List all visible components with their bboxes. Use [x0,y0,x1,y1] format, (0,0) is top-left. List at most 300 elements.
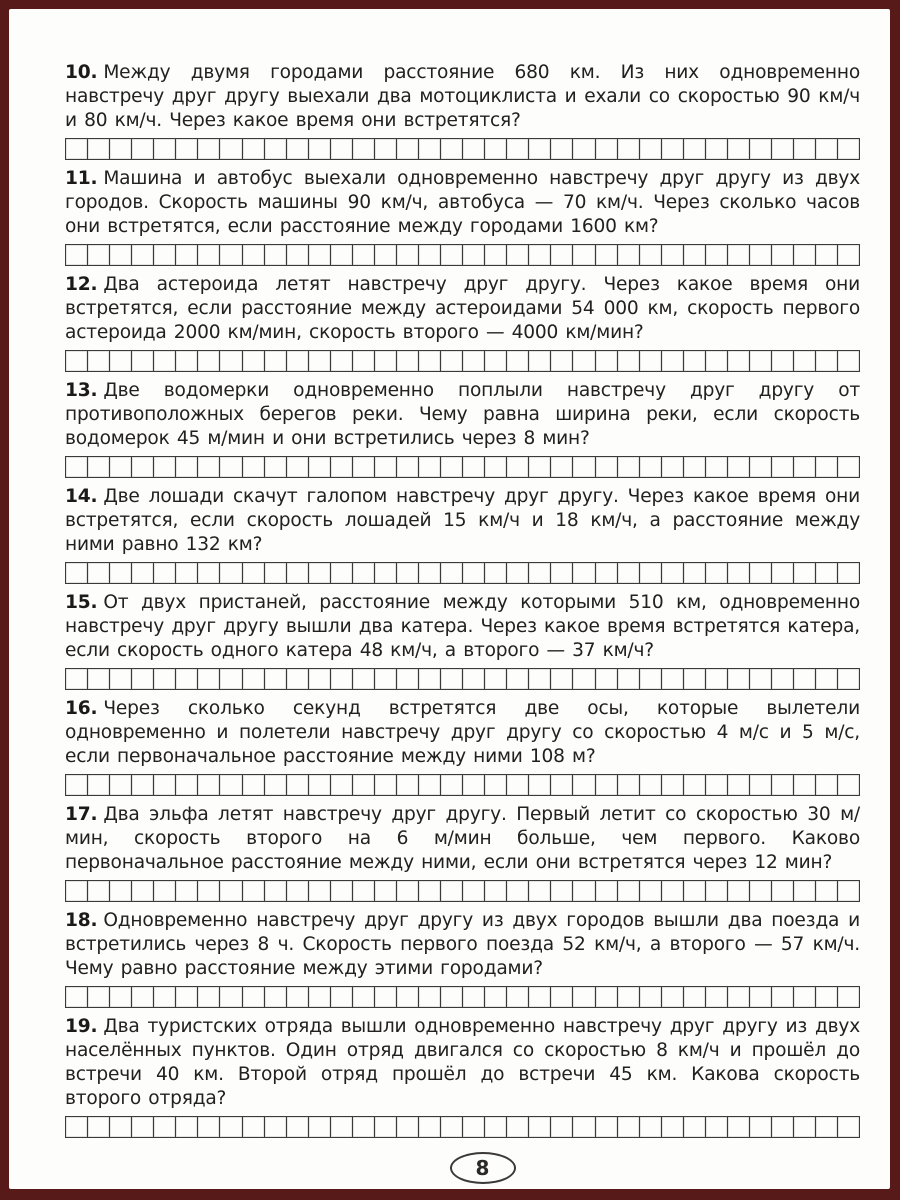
answer-cell[interactable] [529,457,551,477]
answer-cell[interactable] [176,881,198,901]
answer-cell[interactable] [88,1117,110,1137]
answer-cell[interactable] [485,881,507,901]
answer-cell[interactable] [662,775,684,795]
answer-cell[interactable] [110,457,132,477]
answer-cell[interactable] [397,1117,419,1137]
answer-cell[interactable] [573,457,595,477]
answer-cell[interactable] [684,987,706,1007]
answer-cell[interactable] [419,669,441,689]
answer-cell[interactable] [220,351,242,371]
answer-cell[interactable] [132,351,154,371]
answer-cell[interactable] [772,881,794,901]
answer-cell[interactable] [309,563,331,583]
answer-cell[interactable] [640,669,662,689]
answer-cell[interactable] [220,139,242,159]
answer-cell[interactable] [662,139,684,159]
answer-cell[interactable] [243,987,265,1007]
answer-cell[interactable] [154,139,176,159]
answer-cell[interactable] [551,351,573,371]
answer-cell[interactable] [419,351,441,371]
answer-cell[interactable] [243,775,265,795]
answer-cell[interactable] [353,1117,375,1137]
answer-cell[interactable] [838,457,859,477]
answer-cell[interactable] [816,457,838,477]
answer-cell[interactable] [463,987,485,1007]
answer-cell[interactable] [706,669,728,689]
answer-cell[interactable] [662,987,684,1007]
answer-cell[interactable] [265,775,287,795]
answer-cell[interactable] [507,351,529,371]
answer-cell[interactable] [596,139,618,159]
answer-cell[interactable] [529,987,551,1007]
answer-cell[interactable] [750,351,772,371]
answer-cell[interactable] [640,1117,662,1137]
answer-cell[interactable] [154,1117,176,1137]
answer-cell[interactable] [331,563,353,583]
answer-cell[interactable] [88,881,110,901]
answer-cell[interactable] [706,881,728,901]
answer-cell[interactable] [419,1117,441,1137]
answer-cell[interactable] [331,351,353,371]
answer-cell[interactable] [772,245,794,265]
answer-cell[interactable] [397,987,419,1007]
answer-cell[interactable] [551,139,573,159]
answer-cell[interactable] [706,245,728,265]
answer-cell[interactable] [706,457,728,477]
answer-cell[interactable] [596,669,618,689]
answer-cell[interactable] [772,563,794,583]
answer-grid[interactable] [65,986,860,1008]
answer-cell[interactable] [640,245,662,265]
answer-cell[interactable] [353,881,375,901]
answer-cell[interactable] [618,245,640,265]
answer-cell[interactable] [573,987,595,1007]
answer-cell[interactable] [463,563,485,583]
answer-cell[interactable] [816,881,838,901]
answer-cell[interactable] [132,669,154,689]
answer-cell[interactable] [618,669,640,689]
answer-cell[interactable] [596,245,618,265]
answer-cell[interactable] [529,1117,551,1137]
answer-cell[interactable] [154,457,176,477]
answer-cell[interactable] [618,1117,640,1137]
answer-cell[interactable] [772,457,794,477]
answer-cell[interactable] [706,775,728,795]
answer-cell[interactable] [596,881,618,901]
answer-cell[interactable] [243,245,265,265]
answer-cell[interactable] [66,351,88,371]
answer-cell[interactable] [684,351,706,371]
answer-cell[interactable] [66,987,88,1007]
answer-cell[interactable] [419,139,441,159]
answer-grid[interactable] [65,138,860,160]
answer-cell[interactable] [816,669,838,689]
answer-cell[interactable] [375,245,397,265]
answer-cell[interactable] [176,775,198,795]
answer-cell[interactable] [397,563,419,583]
answer-cell[interactable] [353,775,375,795]
answer-cell[interactable] [353,245,375,265]
answer-cell[interactable] [110,139,132,159]
answer-cell[interactable] [485,775,507,795]
answer-cell[interactable] [375,881,397,901]
answer-cell[interactable] [507,139,529,159]
answer-cell[interactable] [794,351,816,371]
answer-cell[interactable] [66,139,88,159]
answer-cell[interactable] [176,139,198,159]
answer-cell[interactable] [66,563,88,583]
answer-cell[interactable] [551,457,573,477]
answer-cell[interactable] [331,1117,353,1137]
answer-cell[interactable] [110,987,132,1007]
answer-cell[interactable] [375,1117,397,1137]
answer-cell[interactable] [529,563,551,583]
answer-cell[interactable] [551,1117,573,1137]
answer-cell[interactable] [750,563,772,583]
answer-cell[interactable] [265,351,287,371]
answer-cell[interactable] [507,457,529,477]
answer-cell[interactable] [485,245,507,265]
answer-cell[interactable] [662,669,684,689]
answer-cell[interactable] [265,457,287,477]
answer-cell[interactable] [441,987,463,1007]
answer-cell[interactable] [331,245,353,265]
answer-cell[interactable] [176,987,198,1007]
answer-cell[interactable] [640,139,662,159]
answer-cell[interactable] [662,563,684,583]
answer-cell[interactable] [309,1117,331,1137]
answer-cell[interactable] [750,775,772,795]
answer-cell[interactable] [110,1117,132,1137]
answer-cell[interactable] [198,669,220,689]
answer-cell[interactable] [88,987,110,1007]
answer-cell[interactable] [838,775,859,795]
answer-cell[interactable] [265,1117,287,1137]
answer-cell[interactable] [375,775,397,795]
answer-cell[interactable] [220,775,242,795]
answer-cell[interactable] [596,1117,618,1137]
answer-cell[interactable] [684,245,706,265]
answer-cell[interactable] [154,563,176,583]
answer-cell[interactable] [573,1117,595,1137]
answer-cell[interactable] [419,563,441,583]
answer-cell[interactable] [176,245,198,265]
answer-cell[interactable] [662,457,684,477]
answer-cell[interactable] [265,139,287,159]
answer-cell[interactable] [88,563,110,583]
answer-cell[interactable] [375,139,397,159]
answer-cell[interactable] [132,881,154,901]
answer-cell[interactable] [573,351,595,371]
answer-cell[interactable] [375,987,397,1007]
answer-cell[interactable] [728,987,750,1007]
answer-cell[interactable] [220,457,242,477]
answer-cell[interactable] [441,351,463,371]
answer-cell[interactable] [375,457,397,477]
answer-cell[interactable] [794,1117,816,1137]
answer-cell[interactable] [838,563,859,583]
answer-cell[interactable] [662,881,684,901]
answer-cell[interactable] [397,351,419,371]
answer-cell[interactable] [794,563,816,583]
answer-cell[interactable] [309,457,331,477]
answer-cell[interactable] [176,351,198,371]
answer-cell[interactable] [265,881,287,901]
answer-cell[interactable] [331,881,353,901]
answer-cell[interactable] [66,775,88,795]
answer-grid[interactable] [65,456,860,478]
answer-cell[interactable] [507,563,529,583]
answer-cell[interactable] [287,881,309,901]
answer-cell[interactable] [265,245,287,265]
answer-cell[interactable] [573,563,595,583]
answer-cell[interactable] [728,245,750,265]
answer-cell[interactable] [772,139,794,159]
answer-cell[interactable] [507,1117,529,1137]
answer-cell[interactable] [816,245,838,265]
answer-cell[interactable] [838,669,859,689]
answer-cell[interactable] [132,1117,154,1137]
answer-cell[interactable] [596,775,618,795]
answer-cell[interactable] [507,881,529,901]
answer-cell[interactable] [441,881,463,901]
answer-cell[interactable] [220,245,242,265]
answer-cell[interactable] [88,139,110,159]
answer-cell[interactable] [750,139,772,159]
answer-cell[interactable] [419,457,441,477]
answer-cell[interactable] [287,457,309,477]
answer-cell[interactable] [684,881,706,901]
answer-cell[interactable] [529,881,551,901]
answer-cell[interactable] [198,1117,220,1137]
answer-cell[interactable] [706,987,728,1007]
answer-cell[interactable] [132,775,154,795]
answer-cell[interactable] [750,457,772,477]
answer-cell[interactable] [287,775,309,795]
answer-cell[interactable] [154,881,176,901]
answer-cell[interactable] [485,563,507,583]
answer-cell[interactable] [728,1117,750,1137]
answer-grid[interactable] [65,350,860,372]
answer-cell[interactable] [265,669,287,689]
answer-cell[interactable] [596,563,618,583]
answer-cell[interactable] [772,775,794,795]
answer-cell[interactable] [375,563,397,583]
answer-cell[interactable] [441,457,463,477]
answer-cell[interactable] [551,775,573,795]
answer-cell[interactable] [529,669,551,689]
answer-cell[interactable] [529,139,551,159]
answer-cell[interactable] [684,775,706,795]
answer-cell[interactable] [706,563,728,583]
answer-cell[interactable] [154,351,176,371]
answer-cell[interactable] [816,351,838,371]
answer-cell[interactable] [529,775,551,795]
answer-cell[interactable] [243,881,265,901]
answer-cell[interactable] [684,139,706,159]
answer-cell[interactable] [397,139,419,159]
answer-cell[interactable] [706,1117,728,1137]
answer-cell[interactable] [110,563,132,583]
answer-cell[interactable] [750,881,772,901]
answer-cell[interactable] [728,669,750,689]
answer-cell[interactable] [463,775,485,795]
answer-cell[interactable] [463,881,485,901]
answer-cell[interactable] [662,351,684,371]
answer-cell[interactable] [154,245,176,265]
answer-cell[interactable] [706,139,728,159]
answer-cell[interactable] [198,351,220,371]
answer-cell[interactable] [463,139,485,159]
answer-cell[interactable] [176,457,198,477]
answer-cell[interactable] [309,245,331,265]
answer-cell[interactable] [66,1117,88,1137]
answer-cell[interactable] [441,1117,463,1137]
answer-cell[interactable] [243,1117,265,1137]
answer-cell[interactable] [838,351,859,371]
answer-cell[interactable] [728,775,750,795]
answer-cell[interactable] [485,669,507,689]
answer-cell[interactable] [551,245,573,265]
answer-cell[interactable] [485,1117,507,1137]
answer-cell[interactable] [684,1117,706,1137]
answer-cell[interactable] [419,881,441,901]
answer-cell[interactable] [485,987,507,1007]
answer-cell[interactable] [640,351,662,371]
answer-cell[interactable] [640,987,662,1007]
answer-cell[interactable] [309,669,331,689]
answer-cell[interactable] [287,669,309,689]
answer-cell[interactable] [243,457,265,477]
answer-cell[interactable] [66,881,88,901]
answer-cell[interactable] [816,1117,838,1137]
answer-cell[interactable] [132,245,154,265]
answer-grid[interactable] [65,1116,860,1138]
answer-cell[interactable] [838,881,859,901]
answer-cell[interactable] [331,669,353,689]
answer-cell[interactable] [397,775,419,795]
answer-cell[interactable] [618,351,640,371]
answer-cell[interactable] [287,987,309,1007]
answer-cell[interactable] [154,775,176,795]
answer-cell[interactable] [88,457,110,477]
answer-cell[interactable] [220,669,242,689]
answer-cell[interactable] [640,881,662,901]
answer-cell[interactable] [684,563,706,583]
answer-cell[interactable] [618,987,640,1007]
answer-cell[interactable] [463,1117,485,1137]
answer-grid[interactable] [65,774,860,796]
answer-cell[interactable] [287,1117,309,1137]
answer-cell[interactable] [110,775,132,795]
answer-cell[interactable] [838,987,859,1007]
answer-cell[interactable] [309,987,331,1007]
answer-cell[interactable] [353,351,375,371]
answer-cell[interactable] [220,1117,242,1137]
answer-cell[interactable] [353,987,375,1007]
answer-cell[interactable] [287,139,309,159]
answer-grid[interactable] [65,880,860,902]
answer-cell[interactable] [728,139,750,159]
answer-cell[interactable] [573,245,595,265]
answer-cell[interactable] [309,881,331,901]
answer-cell[interactable] [220,563,242,583]
answer-cell[interactable] [132,563,154,583]
answer-cell[interactable] [309,139,331,159]
answer-cell[interactable] [176,1117,198,1137]
answer-cell[interactable] [463,245,485,265]
answer-cell[interactable] [772,669,794,689]
answer-cell[interactable] [88,245,110,265]
answer-cell[interactable] [331,775,353,795]
answer-cell[interactable] [596,987,618,1007]
answer-cell[interactable] [397,881,419,901]
answer-cell[interactable] [198,139,220,159]
answer-cell[interactable] [154,669,176,689]
answer-cell[interactable] [485,457,507,477]
answer-cell[interactable] [551,669,573,689]
answer-cell[interactable] [750,669,772,689]
answer-cell[interactable] [198,563,220,583]
answer-cell[interactable] [331,139,353,159]
answer-cell[interactable] [529,351,551,371]
answer-cell[interactable] [728,351,750,371]
answer-cell[interactable] [265,987,287,1007]
answer-cell[interactable] [243,139,265,159]
answer-cell[interactable] [66,669,88,689]
answer-cell[interactable] [243,669,265,689]
answer-cell[interactable] [419,775,441,795]
answer-cell[interactable] [441,775,463,795]
answer-cell[interactable] [794,775,816,795]
answer-cell[interactable] [353,669,375,689]
answer-cell[interactable] [684,457,706,477]
answer-cell[interactable] [507,987,529,1007]
answer-cell[interactable] [176,669,198,689]
answer-cell[interactable] [353,139,375,159]
answer-cell[interactable] [132,139,154,159]
answer-cell[interactable] [816,139,838,159]
answer-cell[interactable] [353,457,375,477]
answer-cell[interactable] [287,245,309,265]
answer-cell[interactable] [618,775,640,795]
answer-cell[interactable] [728,457,750,477]
answer-cell[interactable] [198,457,220,477]
answer-cell[interactable] [816,563,838,583]
answer-cell[interactable] [375,351,397,371]
answer-cell[interactable] [397,457,419,477]
answer-cell[interactable] [154,987,176,1007]
answer-cell[interactable] [551,563,573,583]
answer-cell[interactable] [816,775,838,795]
answer-cell[interactable] [618,139,640,159]
answer-cell[interactable] [198,245,220,265]
answer-cell[interactable] [640,457,662,477]
answer-cell[interactable] [485,351,507,371]
answer-cell[interactable] [419,245,441,265]
answer-cell[interactable] [331,457,353,477]
answer-grid[interactable] [65,244,860,266]
answer-cell[interactable] [110,669,132,689]
answer-cell[interactable] [287,563,309,583]
answer-cell[interactable] [88,669,110,689]
answer-cell[interactable] [618,457,640,477]
answer-cell[interactable] [507,775,529,795]
answer-cell[interactable] [706,351,728,371]
answer-cell[interactable] [88,351,110,371]
answer-cell[interactable] [243,351,265,371]
answer-cell[interactable] [573,669,595,689]
